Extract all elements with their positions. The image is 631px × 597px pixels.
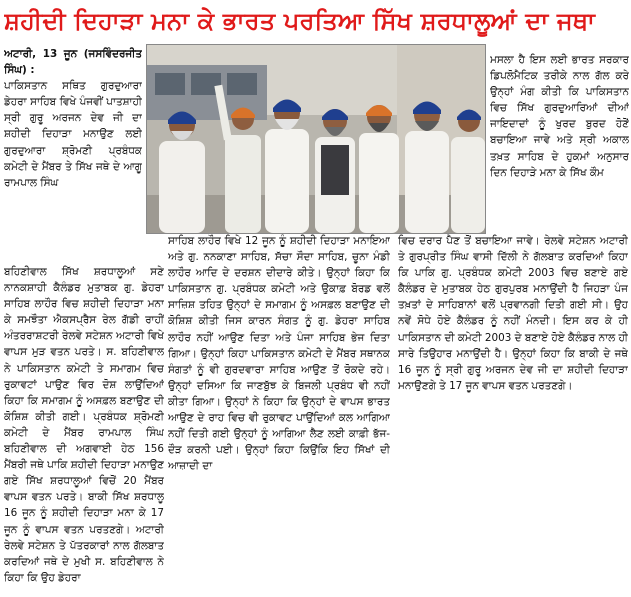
dateline: ਅਟਾਰੀ, 13 ਜੂਨ (ਜਸਵਿੰਦਰਜੀਤ ਸਿੰਘ) : bbox=[4, 48, 142, 77]
column-text: ਪਾਕਿਸਤਾਨ ਸਥਿਤ ਗੁਰਦੁਆਰਾ ਡੇਹਰਾ ਸਾਹਿਬ ਵਿਖੇ ਪੰਜਵੀਂ ਪਾਤਸ਼ਾਹੀ ਸ੍ਰੀ ਗੁਰੂ ਅਰਜਨ ਦੇਵ ਜੀ ਦਾ ਸ਼ਹੀਦੀ ਦਿਹਾੜਾ ਮਨਾਉਣ ਲਈ ਗੁਰਦੁਆਰਾ ਸ਼੍ਰੋਮਣੀ ਪ੍ਰਬੰਧਕ ਕਮੇਟੀ ਦੇ ਮੈਂਬਰ ਤੇ ਸਿੱਖ ਜਥੇ ਦੇ ਆਗੂ ਰਾਮਪਾਲ ਸਿੰਘ bbox=[4, 80, 142, 189]
article-column-right-top bbox=[490, 52, 629, 247]
column-text: ਵਿਚ ਦਰਾਰ ਪੈਣ ਤੋਂ ਬਚਾਇਆ ਜਾਵੇ। ਰੇਲਵੇ ਸਟੇਸ਼ਨ ਅਟਾਰੀ ਤੇ ਗੁਰਪ੍ਰੀਤ ਸਿੰਘ ਵਾਸੀ ਦਿੱਲੀ ਨੇ ਗੱਲਬਾਤ ਕਰਦਿਆਂ ਕਿਹਾ ਕਿ ਪਾਕਿ ਗੁ. ਪ੍ਰਬੰਧਕ ਕਮੇਟੀ 2003 ਵਿਚ ਬਣਾਏ ਗਏ ਕੈਲੰਡਰ ਦੇ ਮੁਤਾਬਕ ਹੇਠ ਗੁਰਪੁਰਬ ਮਨਾਉਂਦੀ ਹੈ ਜਿਹੜਾ ਪੰਜ ਤਖ਼ਤਾਂ ਦੇ ਸਾਹਿਬਾਨਾਂ ਵਲੋਂ ਪ੍ਰਵਾਨਗੀ ਦਿਤੀ ਗਈ ਸੀ। ਉਹ ਨਵੇਂ ਸੋਧੇ ਹੋਏ ਕੈਲੰਡਰ ਨੂੰ ਨਹੀਂ ਮੰਨਦੀ। ਇਸ ਕਰ ਕੇ ਹੀ ਪਾਕਿਸਤਾਨ ਦੀ ਕਮੇਟੀ 2003 ਦੇ ਬਣਾਏ ਹੋਏ ਕੈਲੰਡਰ ਨਾਲ ਹੀ ਸਾਰੇ ਤਿਉਹਾਰ ਮਨਾਉਂਦੀ ਹੈ। ਉਨ੍ਹਾਂ ਕਿਹਾ ਕਿ ਬਾਕੀ ਦੇ ਜਥੇ 16 ਜੂਨ ਨੂੰ ਸ੍ਰੀ ਗੁਰੂ ਅਰਜਨ ਦੇਵ ਜੀ ਦਾ ਸ਼ਹੀਦੀ ਦਿਹਾੜਾ ਮਨਾਉਣਗੇ ਤੇ 17 ਜੂਨ ਵਾਪਸ ਵਤਨ ਪਰਤਣਗੇ। bbox=[398, 235, 628, 392]
column-text: ਸਾਹਿਬ ਲਾਹੌਰ ਵਿਖੇ 12 ਜੂਨ ਨੂੰ ਸ਼ਹੀਦੀ ਦਿਹਾੜਾ ਮਨਾਇਆ ਅਤੇ ਗੁ. ਨਨਕਾਣਾ ਸਾਹਿਬ, ਸੱਚਾ ਸੌਦਾ ਸਾਹਿਬ, ਚੂਨਾ ਮੰਡੀ ਲਾਹੌਰ ਆਦਿ ਦੇ ਦਰਸ਼ਨ ਦੀਦਾਰੇ ਕੀਤੇ। ਉਨ੍ਹਾਂ ਕਿਹਾ ਕਿ ਪਾਕਿਸਤਾਨ ਗੁ. ਪ੍ਰਬੰਧਕ ਕਮੇਟੀ ਅਤੇ ਉਕਾਫ਼ ਬੋਰਡ ਵਲੋਂ ਸਾਜ਼ਿਸ਼ ਤਹਿਤ ਉਨ੍ਹਾਂ ਦੇ ਸਮਾਗਮ ਨੂੰ ਅਸਫ਼ਲ ਬਣਾਉਣ ਦੀ ਕੋਸ਼ਿਸ਼ ਕੀਤੀ ਜਿਸ ਕਾਰਨ ਸੰਗਤ ਨੂੰ ਗੁ. ਡੇਹਰਾ ਸਾਹਿਬ ਲਾਹੌਰ ਨਹੀਂ ਆਉਣ ਦਿਤਾ ਅਤੇ ਪੰਜਾ ਸਾਹਿਬ ਭੇਜ ਦਿਤਾ ਗਿਆ। ਉਨ੍ਹਾਂ ਕਿਹਾ ਪਾਕਿਸਤਾਨ ਕਮੇਟੀ ਦੇ ਮੈਂਬਰ ਸਥਾਨਕ ਸੰਗਤਾਂ ਨੂੰ ਵੀ ਗੁਰਦਵਾਰਾ ਸਾਹਿਬ ਆਉਣ ਤੋਂ ਰੋਕਦੇ ਰਹੇ। ਉਨ੍ਹਾਂ ਦਸਿਆ ਕਿ ਜਾਣਬੁੱਝ ਕੇ ਬਿਜਲੀ ਪ੍ਰਬੰਧ ਵੀ ਨਹੀਂ ਕੀਤਾ ਗਿਆ। ਉਨ੍ਹਾਂ ਨੇ ਕਿਹਾ ਕਿ ਉਨ੍ਹਾਂ ਦੇ ਵਾਪਸ ਭਾਰਤ ਆਉਣ ਦੇ ਰਾਹ ਵਿਚ ਵੀ ਰੁਕਾਵਟ ਪਾਉਂਦਿਆਂ ਕਲ ਆਗਿਆ ਨਹੀਂ ਦਿਤੀ ਗਈ ਉਨ੍ਹਾਂ ਨੂੰ ਆਗਿਆ ਲੈਣ ਲਈ ਕਾਫ਼ੀ ਭੱਜ-ਦੌੜ ਕਰਨੀ ਪਈ। ਉਨ੍ਹਾਂ ਕਿਹਾ ਕਿਉਂਕਿ ਇਹ ਸਿੱਖਾਂ ਦੀ ਆਜ਼ਾਦੀ ਦਾ bbox=[168, 235, 390, 473]
article-column-middle-bottom bbox=[168, 233, 390, 593]
article-column-left-top bbox=[4, 46, 142, 258]
headline: ਸ਼ਹੀਦੀ ਦਿਹਾੜਾ ਮਨਾ ਕੇ ਭਾਰਤ ਪਰਤਿਆ ਸਿੱਖ ਸ਼ਰਧਾਲੂਆਂ ਦਾ ਜਥਾ bbox=[4, 7, 596, 35]
column-text: ਬਹਿਣੀਵਾਲ ਸਿੱਖ ਸ਼ਰਧਾਲੂਆਂ ਸਣੇ ਨਾਨਕਸ਼ਾਹੀ ਕੈਲੰਡਰ ਮੁਤਾਬਕ ਗੁ. ਡੇਹਰਾ ਸਾਹਿਬ ਲਾਹੌਰ ਵਿਚ ਸ਼ਹੀਦੀ ਦਿਹਾੜਾ ਮਨਾ ਕੇ ਸਮਝੌਤਾ ਐਕਸਪ੍ਰੈਸ ਰੇਲ ਗੱਡੀ ਰਾਹੀਂ ਅੰਤਰਰਾਸ਼ਟਰੀ ਰੇਲਵੇ ਸਟੇਸ਼ਨ ਅਟਾਰੀ ਵਿਖੇ ਵਾਪਸ ਮੁੜ ਵਤਨ ਪਰਤੇ। ਸ. ਬਹਿਣੀਵਾਲ ਨੇ ਪਾਕਿਸਤਾਨ ਕਮੇਟੀ ਤੇ ਸਮਾਗਮ ਵਿਚ ਰੁਕਾਵਟਾਂ ਪਾਉਣ ਵਿਰ ਦੋਸ਼ ਲਾਉਂਦਿਆਂ ਕਿਹਾ ਕਿ ਸਮਾਗਮ ਨੂੰ ਅਸਫ਼ਲ ਬਣਾਉਣ ਦੀ ਕੋਸ਼ਿਸ਼ ਕੀਤੀ ਗਈ। ਪ੍ਰਬੰਧਕ ਸ਼੍ਰੋਮਣੀ ਕਮੇਟੀ ਦੇ ਮੈਂਬਰ ਰਾਮਪਾਲ ਸਿੰਘ ਬਹਿਣੀਵਾਲ ਦੀ ਅਗਵਾਈ ਹੇਠ 156 ਮੈਂਬਰੀ ਜਥੇ ਪਾਕਿ ਸ਼ਹੀਦੀ ਦਿਹਾੜਾ ਮਨਾਉਣ ਗਏ ਸਿੱਖ ਸ਼ਰਧਾਲੂਆਂ ਵਿਚੋਂ 20 ਮੈਂਬਰ ਵਾਪਸ ਵਤਨ ਪਰਤੇ। ਬਾਕੀ ਸਿੱਖ ਸ਼ਰਧਾਲੂ 16 ਜੂਨ ਨੂੰ ਸ਼ਹੀਦੀ ਦਿਹਾੜਾ ਮਨਾ ਕੇ 17 ਜੂਨ ਨੂੰ ਵਾਪਸ ਵਤਨ ਪਰਤਣਗੇ। ਅਟਾਰੀ ਰੇਲਵੇ ਸਟੇਸ਼ਨ ਤੇ ਪੱਤਰਕਾਰਾਂ ਨਾਲ ਗੱਲਬਾਤ ਕਰਦਿਆਂ ਜਥੇ ਦੇ ਮੁਖੀ ਸ. ਬਹਿਣੀਵਾਲ ਨੇ ਕਿਹਾ ਕਿ ਉਹ ਡੇਹਰਾ bbox=[4, 266, 164, 584]
article-column-left-bottom bbox=[4, 264, 164, 594]
column-text: ਮਸਲਾ ਹੈ ਇਸ ਲਈ ਭਾਰਤ ਸਰਕਾਰ ਡਿਪਲੋਮੈਟਿਕ ਤਰੀਕੇ ਨਾਲ ਗੱਲ ਕਰੇ ਉਨ੍ਹਾਂ ਮੰਗ ਕੀਤੀ ਕਿ ਪਾਕਿਸਤਾਨ ਵਿਚ ਸਿੱਖ ਗੁਰਦੁਆਰਿਆਂ ਦੀਆਂ ਜਾਇਦਾਦਾਂ ਨੂੰ ਖੁਰਦ ਬੁਰਦ ਹੋਣੋਂ ਬਚਾਇਆ ਜਾਵੇ ਅਤੇ ਸ੍ਰੀ ਅਕਾਲ ਤਖ਼ਤ ਸਾਹਿਬ ਦੇ ਹੁਕਮਾਂ ਅਨੁਸਾਰ ਦਿਨ ਦਿਹਾੜੇ ਮਨਾ ਕੇ ਸਿੱਖ ਕੌਮ bbox=[490, 54, 629, 179]
news-photo-sikh-pilgrims bbox=[146, 44, 486, 234]
article-column-right-bottom bbox=[398, 233, 628, 593]
